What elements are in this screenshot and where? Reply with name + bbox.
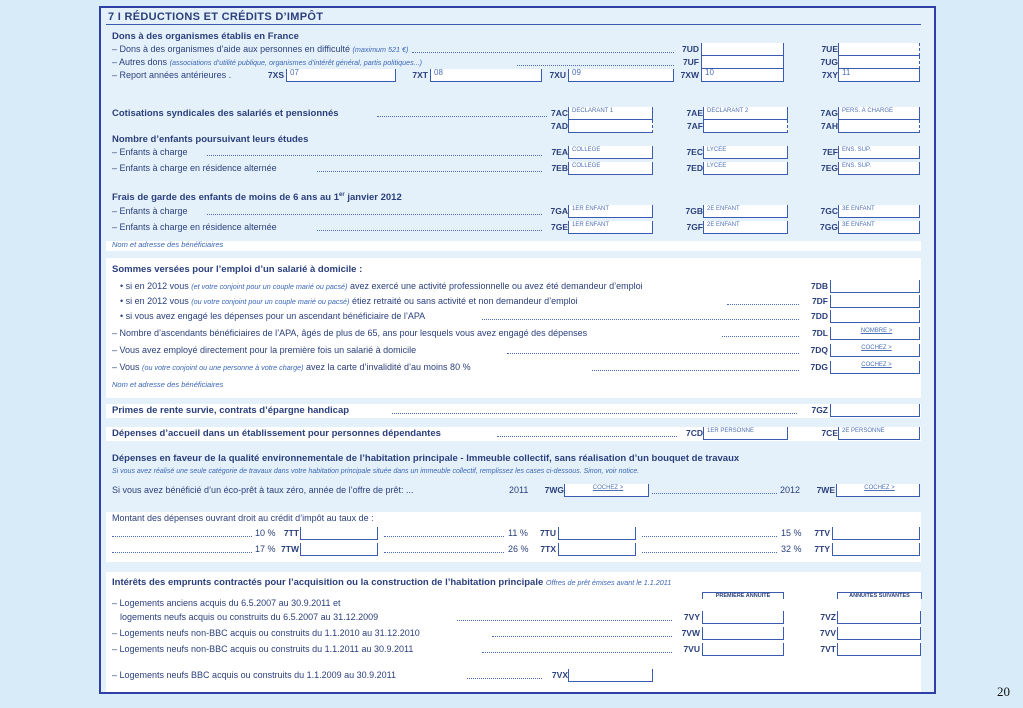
salarie-line-4: – Nombre d’ascendants bénéficiaires de l’APA, âgés de plus de 65, ans pour lesquels vous avez engagé des dépenses (112, 328, 588, 338)
code-7ac: 7AC (550, 108, 568, 118)
montant-row-2 (112, 543, 920, 556)
eco-pret-label: Si vous avez bénéficié d’un éco-prêt à taux zéro, année de l’offre de prêt: ... (112, 485, 414, 495)
leader-dots (642, 536, 777, 537)
leader-dots (392, 413, 797, 414)
garde-beneficiaires-note[interactable]: Nom et adresse des bénéficiaires (112, 240, 224, 249)
code-7ae: 7AE (686, 108, 703, 118)
code-7ef: 7EF (822, 147, 838, 157)
salarie-row-4 (112, 327, 920, 340)
input-7eb[interactable]: COLLÈGE (568, 162, 653, 175)
code-7xu: 7XU (549, 70, 566, 80)
input-7tx[interactable] (558, 543, 636, 556)
rate-26: 26 % (508, 544, 529, 554)
code-7gc: 7GC (820, 206, 838, 216)
code-7ah: 7AH (820, 121, 838, 131)
enfants-row-2 (112, 162, 920, 175)
header-annuites-suivantes: ANNUITÉS SUIVANTES (837, 592, 922, 599)
cotisations-row-2 (112, 120, 920, 133)
interets-line-2: logements neufs acquis ou construits du 6.5.2007 au 31.12.2009 (120, 612, 379, 622)
code-7dd: 7DD (810, 311, 828, 321)
code-7cd: 7CD (685, 428, 703, 438)
garde-line-2: – Enfants à charge en résidence alternée (112, 222, 277, 232)
page-number: 20 (997, 684, 1010, 699)
input-7ec[interactable]: LYCÉE (703, 146, 788, 159)
code-7tx: 7TX (540, 544, 556, 554)
input-7xw[interactable]: 10 (701, 69, 784, 82)
rate-10: 10 % (255, 528, 276, 538)
input-7gz[interactable] (830, 404, 920, 417)
enfants-heading: Nombre d’enfants poursuivant leurs études (112, 134, 309, 145)
code-7df: 7DF (811, 296, 828, 306)
code-7ad: 7AD (550, 121, 568, 131)
leader-dots (592, 370, 799, 371)
code-7db: 7DB (810, 281, 828, 291)
input-7ug[interactable] (838, 56, 920, 69)
input-7ae[interactable]: DÉCLARANT 2 (703, 107, 788, 120)
cotisations-row (112, 107, 920, 120)
salarie-line-2: • si en 2012 vous (ou votre conjoint pour un couple marié ou pacsé) étiez retraité ou sans activité et non demandeur d’emploi (120, 296, 578, 306)
leader-dots (722, 336, 799, 337)
input-7xs[interactable]: 07 (286, 69, 396, 82)
leader-dots (492, 636, 672, 637)
rate-11: 11 % (508, 528, 528, 538)
salarie-row-6 (112, 361, 920, 374)
salarie-row-1 (112, 280, 920, 293)
enfants-line-2: – Enfants à charge en résidence alternée (112, 163, 277, 173)
checkbox-7wg[interactable]: COCHEZ > (564, 484, 649, 497)
interets-row-5 (112, 669, 920, 682)
input-7vu[interactable] (702, 643, 784, 656)
input-7tt[interactable] (300, 527, 378, 540)
accueil-label: Dépenses d’accueil dans un établissement pour personnes dépendantes (112, 428, 441, 439)
salarie-row-2 (112, 295, 920, 308)
primes-row (112, 404, 920, 417)
input-7gg[interactable]: 3E ENFANT (838, 221, 920, 234)
input-7xu[interactable]: 09 (568, 69, 674, 82)
input-7dl[interactable]: NOMBRE > (830, 327, 920, 340)
code-7vx: 7VX (551, 670, 568, 680)
leader-dots (384, 536, 504, 537)
leader-dots (384, 552, 504, 553)
input-7df[interactable] (830, 295, 920, 308)
code-7vy: 7VY (683, 612, 700, 622)
code-7ge: 7GE (550, 222, 568, 232)
rate-32: 32 % (781, 544, 802, 554)
code-7xt: 7XT (412, 70, 428, 80)
accueil-row (112, 427, 920, 440)
garde-row-2 (112, 221, 920, 234)
input-7gf[interactable]: 2E ENFANT (703, 221, 788, 234)
code-7ce: 7CE (821, 428, 838, 438)
code-7ag: 7AG (820, 108, 838, 118)
code-7vu: 7VU (683, 644, 700, 654)
input-7vz[interactable] (837, 611, 921, 624)
code-7tv: 7TV (814, 528, 830, 538)
input-7ah[interactable] (838, 120, 920, 133)
checkbox-7dq[interactable]: COCHEZ > (830, 344, 920, 357)
title-rule (106, 24, 921, 25)
interets-row-3 (112, 627, 920, 640)
salarie-beneficiaires-note[interactable]: Nom et adresse des bénéficiaires (112, 380, 224, 389)
code-7gz: 7GZ (811, 405, 828, 415)
salarie-line-1: • si en 2012 vous (et votre conjoint pour un couple marié ou pacsé) avez exercé une activité professionnelle ou avez été demandeur d’emploi (120, 281, 643, 291)
checkbox-7dg[interactable]: COCHEZ > (830, 361, 920, 374)
salarie-line-3: • si vous avez engagé les dépenses pour un ascendant bénéficiaire de l’APA (120, 311, 426, 321)
header-premiere-annuite: PREMIÈRE ANNUITÉ (702, 592, 784, 599)
input-7gb[interactable]: 2E ENFANT (703, 205, 788, 218)
input-7db[interactable] (830, 280, 920, 293)
interets-heading-row (112, 576, 920, 589)
input-7xt[interactable]: 08 (430, 69, 542, 82)
leader-dots (482, 319, 799, 320)
leader-dots (727, 304, 799, 305)
code-7dq: 7DQ (810, 345, 828, 355)
qualite-note: Si vous avez réalisé une seule catégorie de travaux dans votre habitation principale située dans un immeuble collectif, remplissez les cases ci-dessous. Sinon, voir notice. (112, 468, 640, 475)
interets-line-1: – Logements anciens acquis du 6.5.2007 au 30.9.2011 et (112, 598, 341, 608)
interets-line-5: – Logements neufs BBC acquis ou construits du 1.1.2009 au 30.9.2011 (112, 670, 397, 680)
cotisations-label: Cotisations syndicales des salariés et pensionnés (112, 108, 339, 119)
interets-row-2 (112, 611, 920, 624)
interets-heading: Intérêts des emprunts contractés pour l’acquisition ou la construction de l’habitation principale Offres de prêt émises avant le 1.1.2011 (112, 577, 672, 588)
code-7ec: 7EC (686, 147, 703, 157)
leader-dots (317, 171, 542, 172)
code-7ue: 7UE (821, 44, 838, 54)
montant-row-1 (112, 527, 920, 540)
code-7vt: 7VT (820, 644, 836, 654)
garde-heading: Frais de garde des enfants de moins de 6 ans au 1er janvier 2012 (112, 192, 402, 204)
checkbox-7we[interactable]: COCHEZ > (836, 484, 920, 497)
leader-dots (497, 436, 677, 437)
leader-dots (652, 493, 777, 494)
input-7vy[interactable] (702, 611, 784, 624)
code-7dl: 7DL (811, 328, 828, 338)
input-7ad[interactable] (568, 120, 653, 133)
leader-dots (457, 620, 672, 621)
salarie-row-3 (112, 310, 920, 323)
leader-dots (507, 353, 799, 354)
dons-heading: Dons à des organismes établis en France (112, 31, 299, 42)
interets-line-4: – Logements neufs non-BBC acquis ou construits du 1.1.2011 au 30.9.2011 (112, 644, 414, 654)
input-7ef[interactable]: ENS. SUP. (838, 146, 920, 159)
leader-dots (642, 552, 777, 553)
leader-dots (517, 65, 674, 66)
code-7gf: 7GF (686, 222, 703, 232)
salarie-heading: Sommes versées pour l’emploi d’un salarié à domicile : (112, 264, 363, 275)
dons-row-1 (112, 43, 920, 56)
rate-17: 17 % (255, 544, 276, 554)
year-2012: 2012 (780, 485, 801, 495)
input-7tu[interactable] (558, 527, 636, 540)
code-7vw: 7VW (681, 628, 700, 638)
input-7ud[interactable] (701, 43, 784, 56)
montant-label: Montant des dépenses ouvrant droit au crédit d’impôt au taux de : (112, 513, 374, 523)
dons-row-3 (112, 69, 920, 82)
code-7tt: 7TT (283, 528, 299, 538)
input-7ce[interactable]: 2E PERSONNE (838, 427, 920, 440)
input-7vv[interactable] (837, 627, 921, 640)
input-7xy[interactable]: 11 (838, 69, 920, 82)
input-7eg[interactable]: ENS. SUP. (838, 162, 920, 175)
code-7tu: 7TU (539, 528, 556, 538)
section-title: 7 I RÉDUCTIONS ET CRÉDITS D’IMPÔT (108, 11, 324, 23)
code-7xw: 7XW (680, 70, 699, 80)
leader-dots (207, 155, 542, 156)
input-7ue[interactable] (838, 43, 920, 56)
eco-pret-row (112, 484, 920, 497)
code-7vv: 7VV (819, 628, 836, 638)
salarie-row-5 (112, 344, 920, 357)
code-7ud: 7UD (681, 44, 699, 54)
interets-row-4 (112, 643, 920, 656)
code-7xy: 7XY (821, 70, 838, 80)
leader-dots (482, 652, 672, 653)
dons-row-2 (112, 56, 920, 69)
enfants-row-1 (112, 146, 920, 159)
code-7gg: 7GG (820, 222, 838, 232)
input-7uf[interactable] (701, 56, 784, 69)
enfants-line-1: – Enfants à charge (112, 147, 188, 157)
dons-line-3: – Report années antérieures . (112, 70, 232, 80)
input-7dd[interactable] (830, 310, 920, 323)
code-7ea: 7EA (551, 147, 568, 157)
code-7eg: 7EG (820, 163, 838, 173)
year-2011: 2011 (509, 485, 529, 495)
code-7tw: 7TW (281, 544, 299, 554)
leader-dots (377, 116, 547, 117)
code-7ed: 7ED (686, 163, 703, 173)
input-7vt[interactable] (837, 643, 921, 656)
leader-dots (112, 552, 252, 553)
leader-dots (412, 52, 674, 53)
code-7ug: 7UG (820, 57, 838, 67)
code-7eb: 7EB (551, 163, 568, 173)
dons-line-1: – Dons à des organismes d’aide aux personnes en difficulté (maximum 521 €) (112, 44, 409, 54)
rate-15: 15 % (781, 528, 802, 538)
input-7ty[interactable] (832, 543, 920, 556)
interets-line-3: – Logements neufs non-BBC acquis ou construits du 1.1.2010 au 31.12.2010 (112, 628, 420, 638)
leader-dots (467, 678, 542, 679)
input-7gc[interactable]: 3E ENFANT (838, 205, 920, 218)
input-7tw[interactable] (300, 543, 378, 556)
input-7ed[interactable]: LYCÉE (703, 162, 788, 175)
code-7dg: 7DG (810, 362, 828, 372)
code-7xs: 7XS (267, 70, 284, 80)
qualite-heading: Dépenses en faveur de la qualité environnementale de l’habitation principale - Immeuble collectif, sans réalisation d’un bouquet de travaux (112, 453, 740, 464)
code-7gb: 7GB (685, 206, 703, 216)
input-7af[interactable] (703, 120, 788, 133)
input-7vw[interactable] (702, 627, 784, 640)
input-7ge[interactable]: 1ER ENFANT (568, 221, 653, 234)
input-7ac[interactable]: DÉCLARANT 1 (568, 107, 653, 120)
code-7ga: 7GA (550, 206, 568, 216)
input-7ga[interactable]: 1ER ENFANT (568, 205, 653, 218)
input-7vx[interactable] (568, 669, 653, 682)
salarie-line-6: – Vous (ou votre conjoint ou une personne à votre charge) avez la carte d’invalidité d’au moins 80 % (112, 362, 471, 372)
input-7tv[interactable] (832, 527, 920, 540)
salarie-line-5: – Vous avez employé directement pour la première fois un salarié à domicile (112, 345, 417, 355)
leader-dots (317, 230, 542, 231)
input-7ag[interactable]: PERS. À CHARGE (838, 107, 920, 120)
garde-row-1 (112, 205, 920, 218)
code-7wg: 7WG (544, 485, 564, 495)
code-7uf: 7UF (682, 57, 699, 67)
dons-line-2: – Autres dons (associations d’utilité publique, organismes d’intérêt général, partis politiques...) (112, 57, 423, 67)
code-7we: 7WE (816, 485, 835, 495)
primes-label: Primes de rente survie, contrats d’épargne handicap (112, 405, 350, 416)
input-7cd[interactable]: 1ER PERSONNE (703, 427, 788, 440)
leader-dots (207, 214, 542, 215)
code-7vz: 7VZ (820, 612, 836, 622)
garde-line-1: – Enfants à charge (112, 206, 188, 216)
input-7ea[interactable]: COLLÈGE (568, 146, 653, 159)
code-7ty: 7TY (814, 544, 830, 554)
leader-dots (112, 536, 252, 537)
code-7af: 7AF (686, 121, 703, 131)
